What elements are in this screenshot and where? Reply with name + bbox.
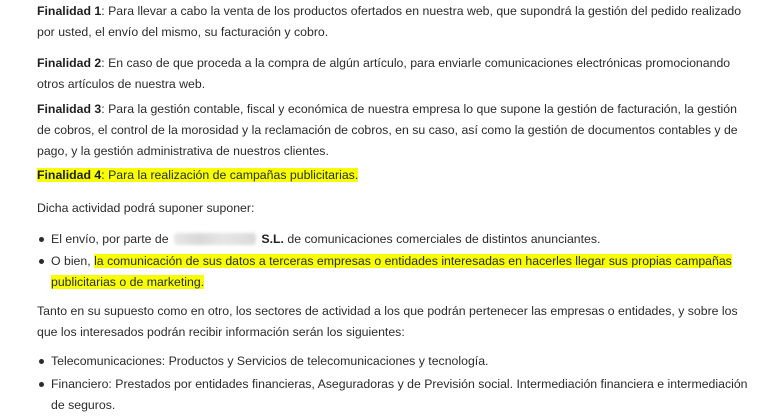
finalidad-2-label: Finalidad 2 [37,56,102,70]
list-item: Financiero: Prestados por entidades financieras, Aseguradoras y de Previsión social. Intermediación financiera e intermediación de seguros. [37,374,749,416]
finalidad-2-text: : En caso de que proceda a la compra de algún artículo, para enviarle comunicaciones electrónicas promocionando otros artículos de nuestra web. [37,56,731,91]
finalidad-4-paragraph [37,165,749,186]
list-item [37,251,749,293]
sectores-intro: Tanto en su supuesto como en otro, los sectores de actividad a los que podrán pertenecer las empresas o entidades, y sobre los que los interesados podrán recibir información serán los siguientes: [37,304,738,339]
actividad-list [37,229,749,293]
list-item [37,229,749,250]
finalidad-1-text: : Para llevar a cabo la venta de los productos ofertados en nuestra web, que supondrá la gestión del pedido realizado por usted, el envío del mismo, su facturación y cobro. [37,4,742,39]
finalidad-3-label: Finalidad 3 [37,102,102,116]
finalidad-4-label: Finalidad 4 [37,168,102,182]
finalidad-3-text: : Para la gestión contable, fiscal y económica de nuestra empresa lo que supone la gestión de facturación, la gestión de cobros, el control de la morosidad y la reclamación de cobros, en su caso, así como la gestión de documentos contables y de pago, y la gestión administrativa de nuestros clientes. [37,102,738,158]
company-suffix: S.L. [261,232,284,246]
finalidad-3-paragraph [37,99,749,162]
obien-text: O bien, [51,254,95,268]
finalidad-4-text: : Para la realización de campañas publicitarias. [101,168,359,182]
finalidad-4-highlight [37,168,358,182]
envio-text-rest: de comunicaciones comerciales de distintos anunciantes. [283,232,601,246]
list-item: Telecomunicaciones: Productos y Servicios de telecomunicaciones y tecnología. [37,351,749,372]
actividad-intro: Dicha actividad podrá suponer suponer: [37,201,255,215]
redacted-company-name [174,233,256,245]
finalidad-1-label: Finalidad 1 [37,4,102,18]
envio-text: El envío, por parte de [51,232,169,246]
finalidad-1-paragraph [37,1,749,43]
terceras-empresas-highlight: la comunicación de sus datos a terceras empresas o entidades interesadas en hacerles llegar sus propias campañas publicitarias o de marketing. [51,254,732,289]
sectores-list [37,351,749,416]
finalidad-2-paragraph [37,53,749,95]
